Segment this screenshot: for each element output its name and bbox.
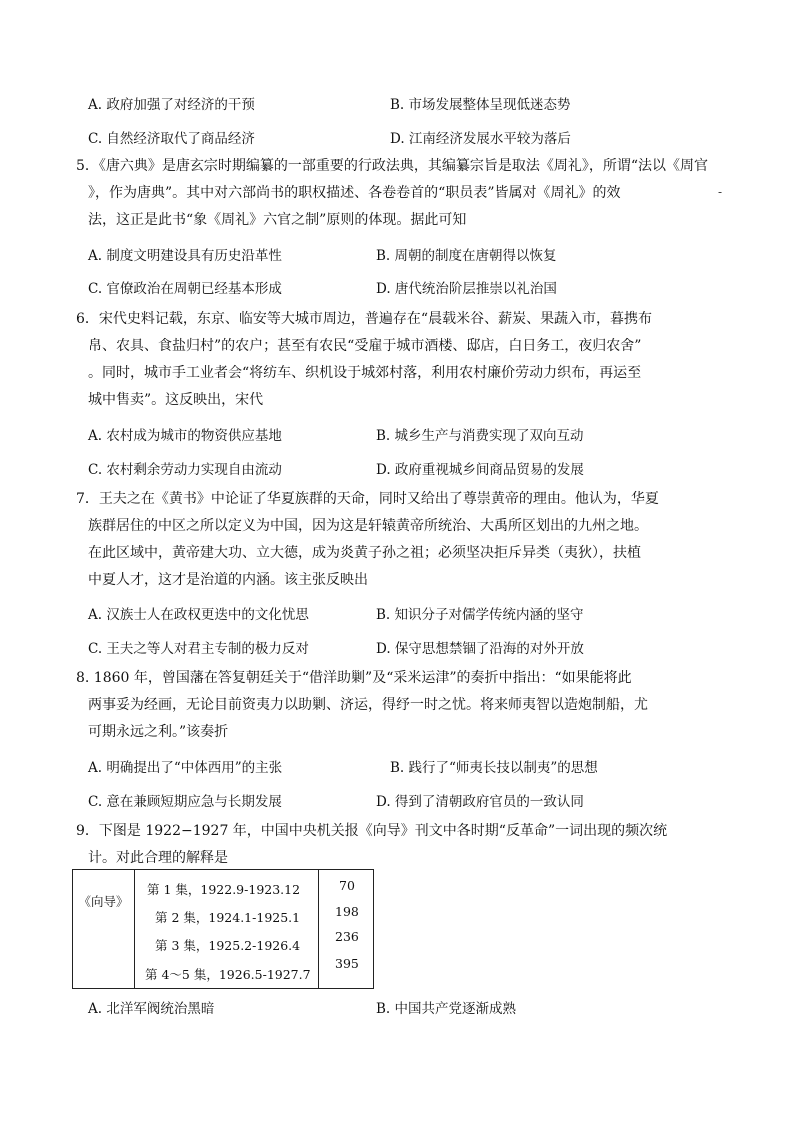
frequency-table xyxy=(72,869,374,989)
table-value-3: 236 xyxy=(335,929,359,944)
q4-option-d[interactable]: D. 江南经济发展水平较为落后 xyxy=(390,131,571,147)
q9-option-b[interactable]: B. 中国共产党逐渐成熟 xyxy=(376,1001,517,1017)
q6-option-a[interactable]: A. 农村成为城市的物资供应基地 xyxy=(88,428,282,444)
q5-stem-line-3: 法，这正是此书“象《周礼》六官之制”原则的体现。据此可知 xyxy=(88,212,467,228)
q5-option-c[interactable]: C. 官僚政治在周朝已经基本形成 xyxy=(88,281,282,297)
q7-option-d[interactable]: D. 保守思想禁锢了沿海的对外开放 xyxy=(376,641,584,657)
q7-stem-line-2: 族群居住的中区之所以定义为中国，因为这是轩辕黄帝所统治、大禹所区划出的九州之地。 xyxy=(88,518,648,534)
q6-stem-line-1: 6．宋代史料记载，东京、临安等大城市周边，普遍存在“晨载米谷、薪炭、果蔬入市，暮携布 xyxy=(76,311,653,327)
q8-stem-line-2: 两事妥为经画，无论目前资夷力以助剿、济运，得纾一时之忧。将来师夷智以造炮制船，尤 xyxy=(88,697,648,713)
q9-stem-line-2: 计。对此合理的解释是 xyxy=(88,850,228,866)
q6-stem-line-3: 。同时，城市手工业者会“将纺车、织机设于城郊村落，利用农村廉价劳动力织布，再运至 xyxy=(88,365,642,381)
q7-option-b[interactable]: B. 知识分子对儒学传统内涵的坚守 xyxy=(376,607,584,623)
q4-option-a[interactable]: A. 政府加强了对经济的干预 xyxy=(88,97,255,113)
q6-stem-line-2: 帛、农具、食盐归村”的农户；甚至有农民“受雇于城市酒楼、邸店，白日务工，夜归农舍” xyxy=(88,338,642,354)
table-period-2: 第 2 集，1924.1-1925.1 xyxy=(155,910,301,925)
q6-option-c[interactable]: C. 农村剩余劳动力实现自由流动 xyxy=(88,462,282,478)
q7-option-c[interactable]: C. 王夫之等人对君主专制的极力反对 xyxy=(88,641,309,657)
table-value-1: 70 xyxy=(339,878,355,893)
table-period-1: 第 1 集，1922.9-1923.12 xyxy=(147,882,301,897)
q7-stem-line-3: 在此区域中，黄帝建大功、立大德，成为炎黄子孙之祖；必须坚决拒斥异类（夷狄），扶植 xyxy=(88,545,641,561)
q7-stem-line-1: 7．王夫之在《黄书》中论证了华夏族群的天命，同时又给出了尊崇黄帝的理由。他认为，华夏 xyxy=(76,491,659,507)
q5-stem-line-1: 5．《唐六典》是唐玄宗时期编纂的一部重要的行政法典，其编纂宗旨是取法《周礼》，所谓“法以《周官 xyxy=(76,158,709,174)
q6-option-d[interactable]: D. 政府重视城乡间商品贸易的发展 xyxy=(376,462,584,478)
q5-stem-line-2: 》，作为唐典”。其中对六部尚书的职权描述、各卷卷首的“职员表”皆属对《周礼》的效 xyxy=(88,185,621,201)
q5-option-a[interactable]: A. 制度文明建设具有历史沿革性 xyxy=(88,248,282,264)
q8-stem-line-3: 可期永远之利。”该奏折 xyxy=(88,724,229,740)
table-value-2: 198 xyxy=(335,904,359,919)
q4-option-b[interactable]: B. 市场发展整体呈现低迷态势 xyxy=(390,97,571,113)
q9-stem-line-1: 9．下图是 1922−1927 年，中国中央机关报《向导》刊文中各时期“反革命”一词出现的频次统 xyxy=(76,823,668,839)
q8-stem-line-1: 8. 1860 年，曾国藩在答复朝廷关于“借洋助剿”及“采米运津”的奏折中指出：“如果能将此 xyxy=(76,670,632,686)
q7-option-a[interactable]: A. 汉族士人在政权更迭中的文化忧思 xyxy=(88,607,309,623)
table-label-cell xyxy=(73,870,135,989)
q9-option-a[interactable]: A. 北洋军阀统治黑暗 xyxy=(88,1001,215,1017)
table-periods-cell xyxy=(135,870,319,989)
q7-stem-line-4: 中夏人才，这才是治道的内涵。该主张反映出 xyxy=(88,572,368,588)
q8-option-c[interactable]: C. 意在兼顾短期应急与长期发展 xyxy=(88,794,282,810)
table-period-3: 第 3 集，1925.2-1926.4 xyxy=(155,938,301,953)
q6-stem-line-4: 城中售卖”。这反映出，宋代 xyxy=(88,392,264,408)
q5-dash-mark: - xyxy=(718,185,723,199)
q6-option-b[interactable]: B. 城乡生产与消费实现了双向互动 xyxy=(376,428,584,444)
table-values-cell xyxy=(319,870,374,989)
q5-option-d[interactable]: D. 唐代统治阶层推崇以礼治国 xyxy=(376,281,557,297)
table-value-4: 395 xyxy=(335,956,359,971)
q8-option-d[interactable]: D. 得到了清朝政府官员的一致认同 xyxy=(376,794,584,810)
table-period-4: 第 4～5 集，1926.5-1927.7 xyxy=(145,967,311,982)
q8-option-a[interactable]: A. 明确提出了“中体西用”的主张 xyxy=(88,760,283,776)
q4-option-c[interactable]: C. 自然经济取代了商品经济 xyxy=(88,131,255,147)
q5-option-b[interactable]: B. 周朝的制度在唐朝得以恢复 xyxy=(376,248,557,264)
q8-option-b[interactable]: B. 践行了“师夷长技以制夷”的思想 xyxy=(390,760,598,776)
table-label: 《向导》 xyxy=(78,894,129,909)
